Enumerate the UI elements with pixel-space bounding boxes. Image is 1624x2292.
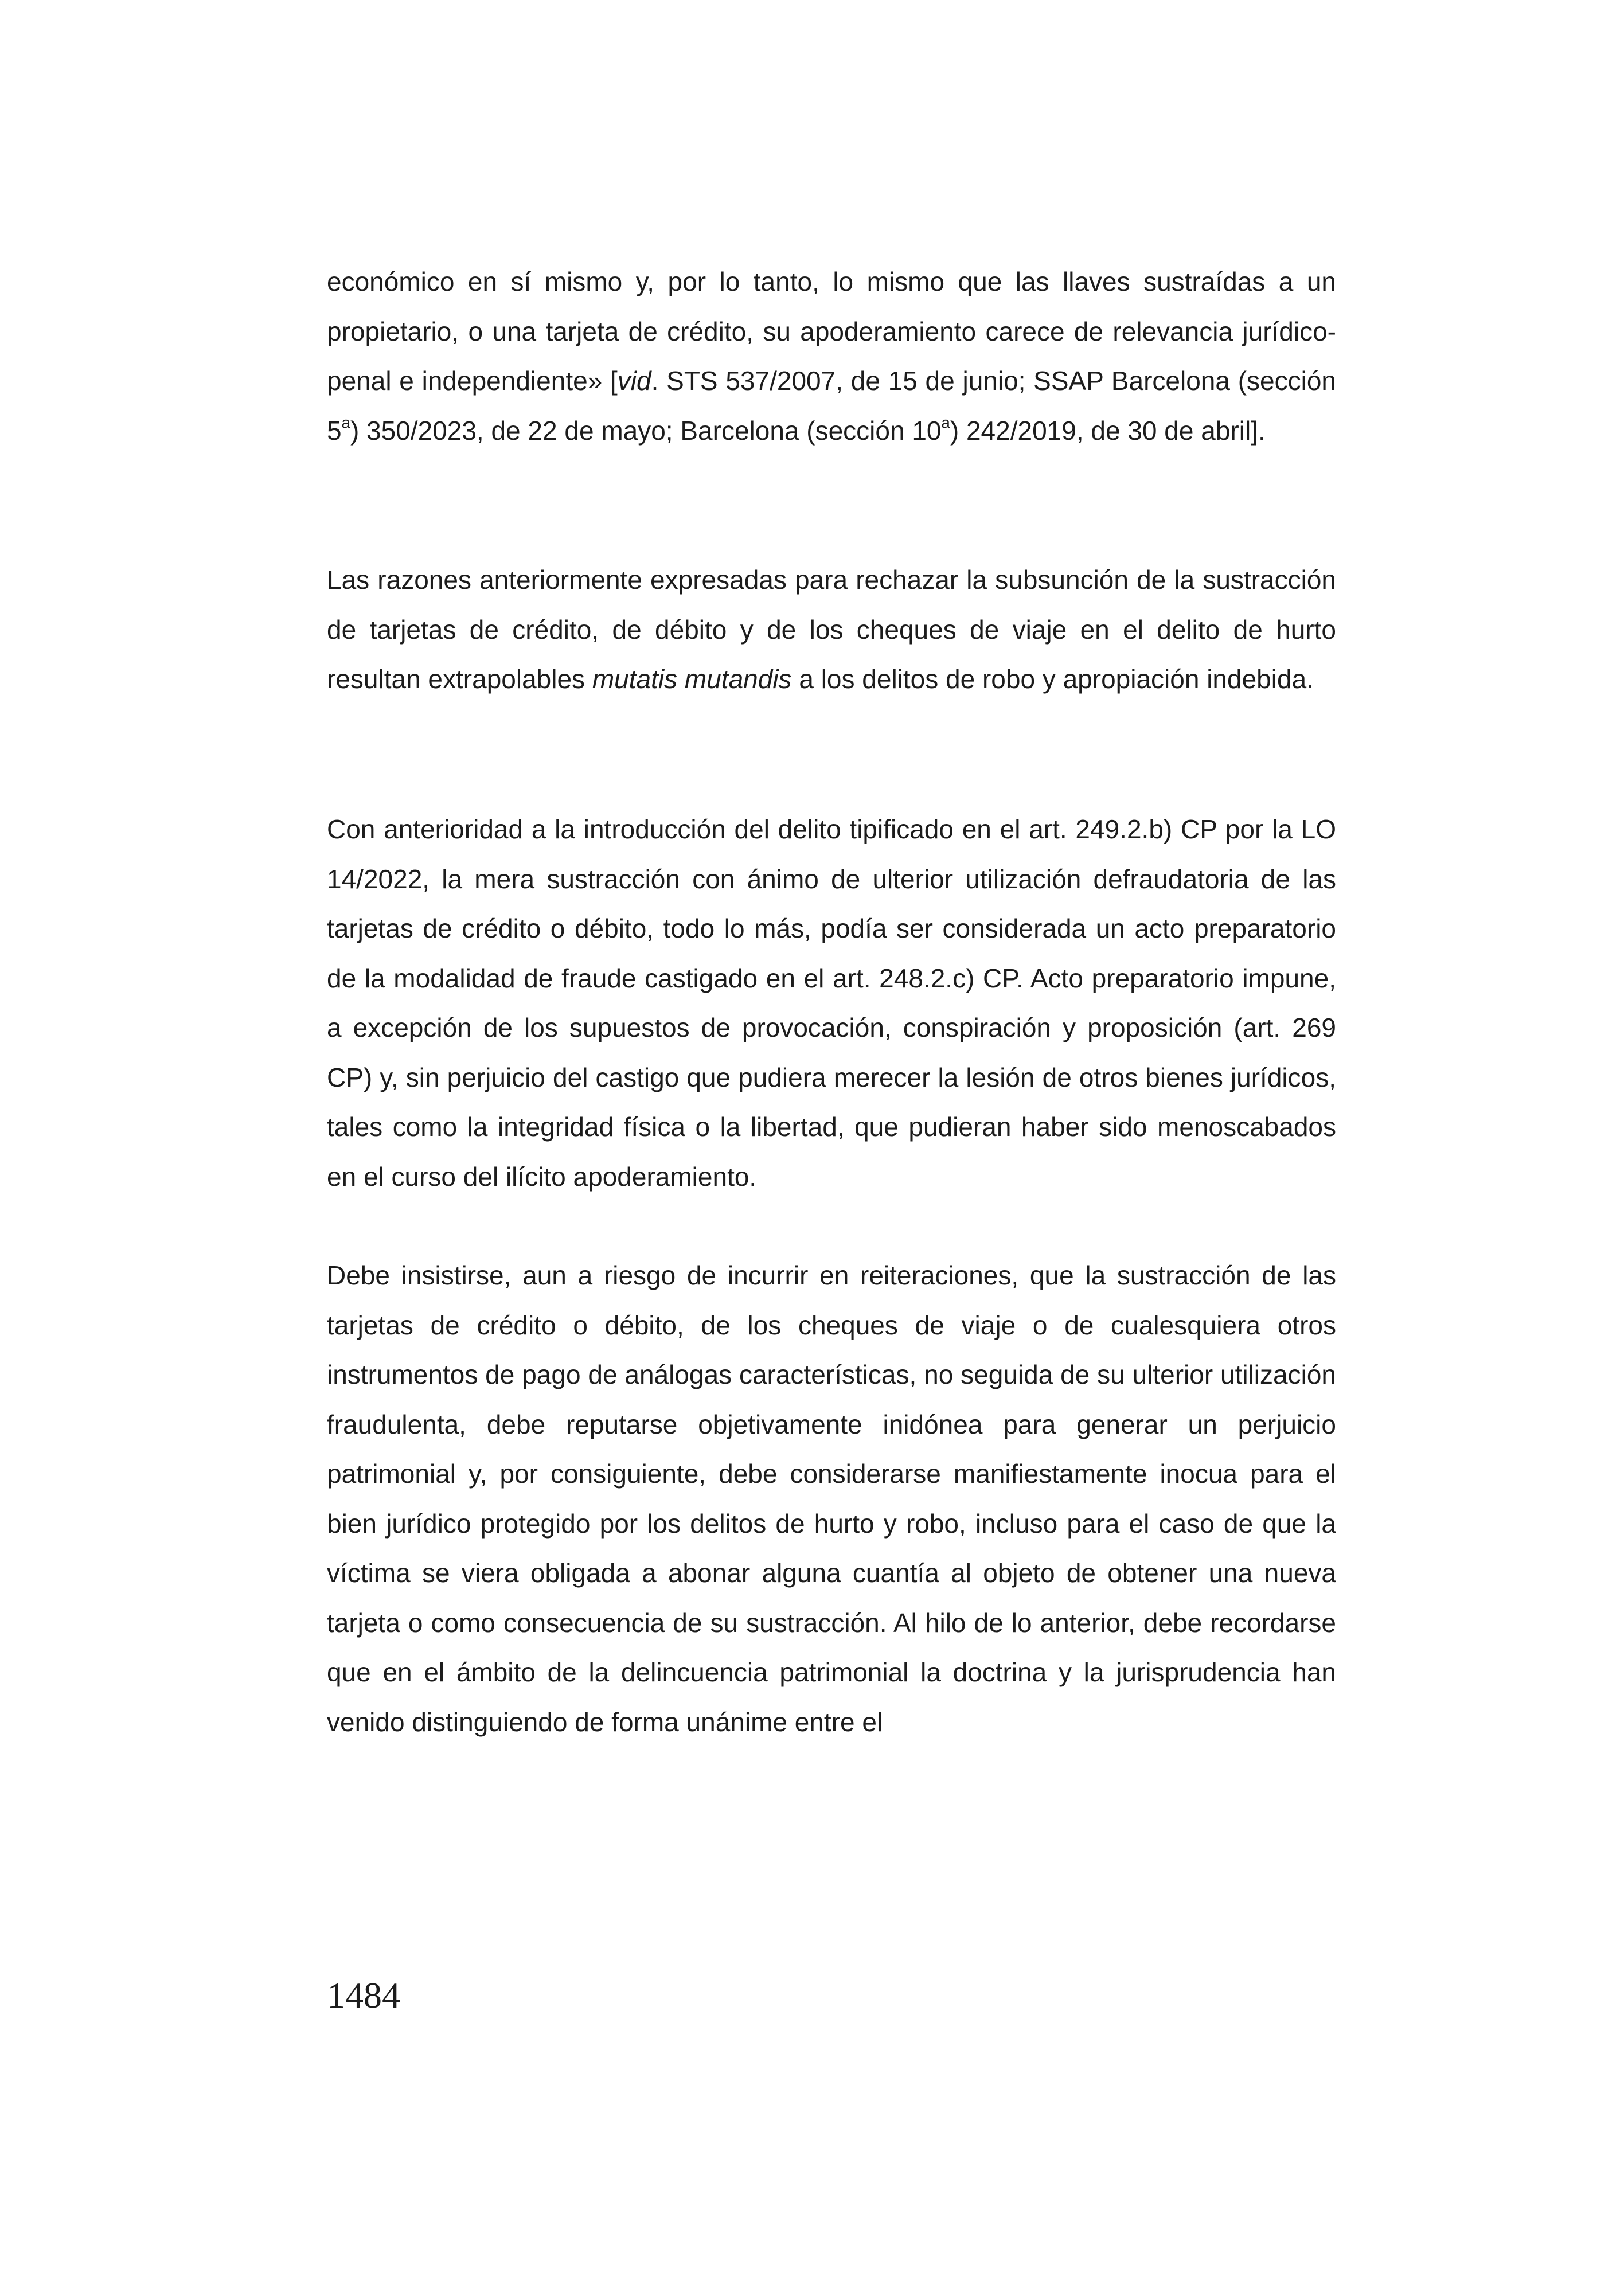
paragraph-4: Debe insistirse, aun a riesgo de incurrir en reiteraciones, que la sustracción de las tarjetas de crédito o débito, de los cheques de viaje o de cualesquiera otros instrumentos de pago de análogas características, no seguida de su ulterior utilización fraudulenta, debe reputarse objetivamente inidónea para generar un perjuicio patrimonial y, por consiguiente, debe considerarse manifiestamente inocua para el bien jurídico protegido por los delitos de hurto y robo, incluso para el caso de que la víctima se viera obligada a abonar alguna cuantía al objeto de obtener una nueva tarjeta o como consecuencia de su sustracción. Al hilo de lo anterior, debe recordarse que en el ámbito de la delincuencia patrimonial la doctrina y la jurisprudencia han venido distinguiendo de forma unánime entre el bbox=[327, 1260, 1336, 1737]
paragraph-1-text-c: ) 350/2023, de 22 de mayo; Barcelona (sección 10 bbox=[350, 415, 942, 446]
paragraph-1-italic-vid: vid bbox=[617, 366, 651, 396]
paragraph-1-superscript-2: a bbox=[941, 413, 950, 431]
page-number: 1484 bbox=[327, 1975, 400, 2016]
paragraph-1-text-a: económico en sí mismo y, por lo tanto, lo mismo que las llaves sustraídas a un propietario, o una tarjeta de crédito, su apoderamiento carece de relevancia jurídico-penal e independiente» [ bbox=[327, 267, 1336, 396]
paragraph-1-text-d: ) 242/2019, de 30 de abril]. bbox=[950, 415, 1266, 446]
paragraph-2 bbox=[327, 555, 1336, 704]
paragraph-2-text-b: a los delitos de robo y apropiación indebida. bbox=[791, 664, 1314, 694]
paragraph-2-text-a: Las razones anteriormente expresadas para rechazar la subsunción de la sustracción de tarjetas de crédito, de débito y de los cheques de viaje en el delito de hurto resultan extrapolables bbox=[327, 565, 1336, 694]
paragraph-2-italic-mutatis: mutatis mutandis bbox=[592, 664, 792, 694]
paragraph-1-superscript-1: a bbox=[341, 413, 350, 431]
paragraph-1-text-b: . STS 537/2007, de 15 de junio; SSAP Barcelona (sección 5 bbox=[327, 366, 1336, 446]
paragraph-3: Con anterioridad a la introducción del delito tipificado en el art. 249.2.b) CP por la LO 14/2022, la mera sustracción con ánimo de ulterior utilización defraudatoria de las tarjetas de crédito o débito, todo lo más, podía ser considerada un acto preparatorio de la modalidad de fraude castigado en el art. 248.2.c) CP. Acto preparatorio impune, a excepción de los supuestos de provocación, conspiración y proposición (art. 269 CP) y, sin perjuicio del castigo que pudiera merecer la lesión de otros bienes jurídicos, tales como la integridad física o la libertad, que pudieran haber sido menoscabados en el curso del ilícito apoderamiento. bbox=[327, 814, 1336, 1192]
paragraph-1 bbox=[327, 257, 1336, 455]
